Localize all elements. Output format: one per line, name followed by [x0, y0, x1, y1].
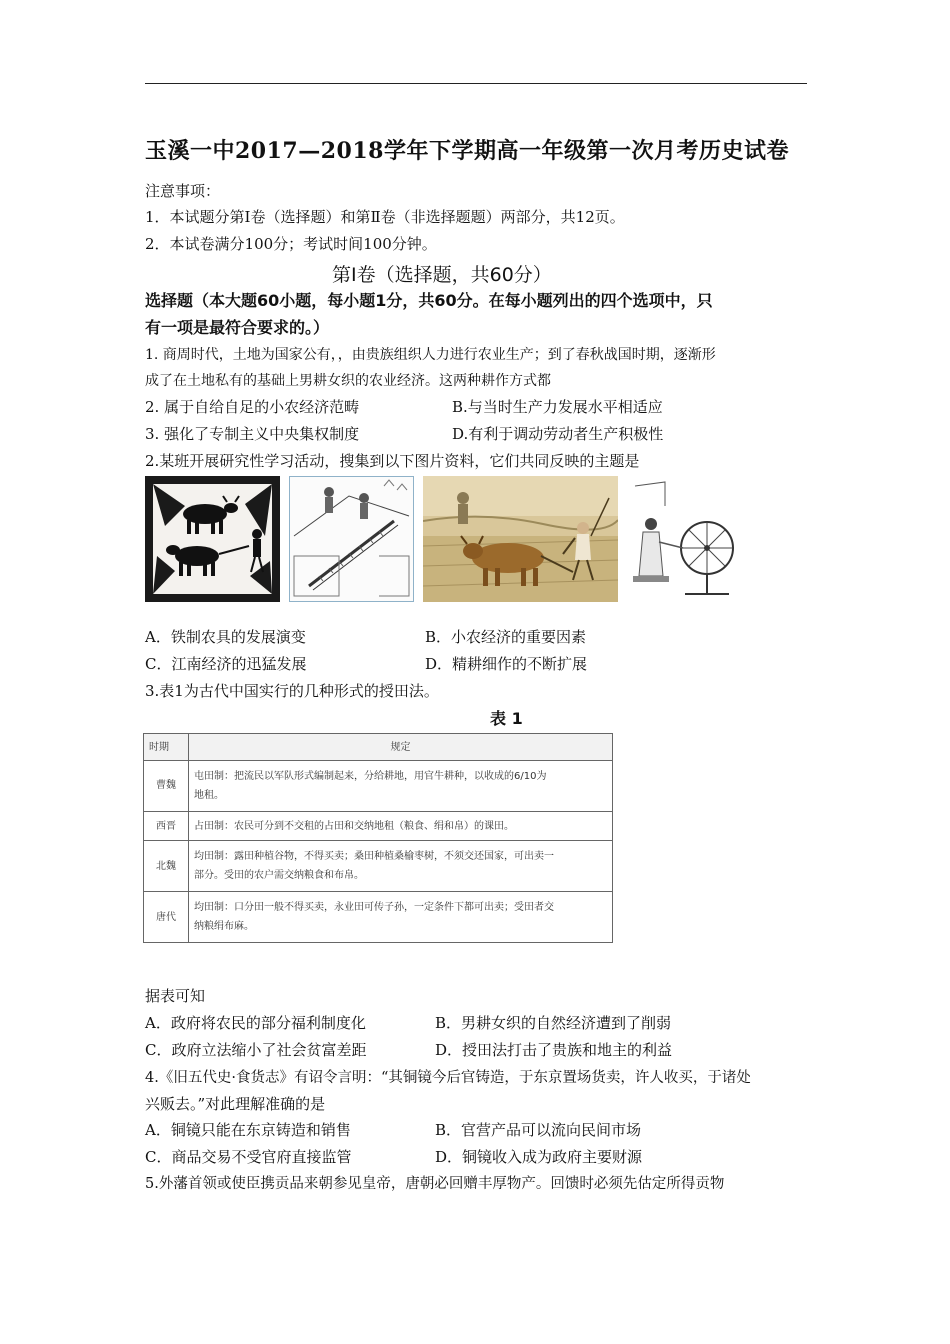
- q4-option-b: B．官营产品可以流向民间市场: [435, 1121, 642, 1139]
- q3-option-d: D．授田法打击了贵族和地主的利益: [435, 1041, 673, 1059]
- q3-stem: 3.表1为古代中国实行的几种形式的授田法。: [145, 682, 439, 700]
- table-cell-line: 均田制：露田种植谷物，不得买卖；桑田种植桑榆枣树，不须交还国家，可出卖一: [194, 851, 554, 863]
- table-row: [144, 892, 613, 943]
- q3-option-a: A．政府将农民的部分福利制度化: [145, 1014, 366, 1032]
- q3-lead: 据表可知: [145, 987, 206, 1005]
- notice-item: 2．本试卷满分100分；考试时间100分钟。: [145, 235, 437, 253]
- q4-option-a: A．铜镜只能在东京铸造和销售: [145, 1121, 351, 1139]
- table-header-row: [144, 734, 613, 761]
- instructions-line: 有一项是最符合要求的。）: [145, 318, 330, 337]
- table-row: [144, 811, 613, 840]
- table-cell-rule: [189, 761, 613, 812]
- exam-title: 玉溪一中2017—2018学年下学期高一年级第一次月考历史试卷: [145, 138, 789, 164]
- q1-stem-line: 1. 商周时代，土地为国家公有，，由贵族组织人力进行农业生产；到了春秋战国时期，逐渐形: [145, 347, 716, 363]
- woodcut-ox-plow-image: [145, 476, 280, 602]
- table-cell-rule: [189, 892, 613, 943]
- irrigation-drawing-image: [289, 476, 414, 602]
- table-cell-line: 部分。受田的农户需交纳粮食和布帛。: [194, 870, 364, 882]
- q5-stem: 5.外藩首领或使臣携贡品来朝参见皇帝，唐朝必回赠丰厚物产。回馈时必须先估定所得贡物: [145, 1176, 725, 1192]
- table-cell-line: 占田制：农民可分到不交租的占田和交纳地租（粮食、绢和帛）的课田。: [194, 820, 514, 832]
- table-cell-period: 北魏: [144, 841, 189, 892]
- q4-option-c: C．商品交易不受官府直接监管: [145, 1148, 352, 1166]
- q2-option-b: B．小农经济的重要因素: [425, 628, 587, 646]
- table-cell-rule: [189, 841, 613, 892]
- q4-option-d: D．铜镜收入成为政府主要财源: [435, 1148, 643, 1166]
- notice-heading: 注意事项：: [145, 182, 221, 200]
- table-cell-period: 西晋: [144, 811, 189, 840]
- table-cell-period: 曹魏: [144, 761, 189, 812]
- instructions-line: 选择题（本大题60小题，每小题1分，共60分。在每小题列出的四个选项中，只: [145, 291, 713, 310]
- spinning-wheel-image: [625, 476, 737, 602]
- q3-option-b: B．男耕女织的自然经济遭到了削弱: [435, 1014, 672, 1032]
- q1-option-d: D.有利于调动劳动者生产积极性: [452, 425, 664, 443]
- q1-option-b: B.与当时生产力发展水平相适应: [452, 398, 663, 416]
- header-rule: [145, 83, 807, 84]
- q2-stem: 2.某班开展研究性学习活动，搜集到以下图片资料，它们共同反映的主题是: [145, 452, 640, 470]
- table-header-rule: 规定: [189, 734, 613, 761]
- q2-option-a: A．铁制农具的发展演变: [145, 628, 306, 646]
- section-title: 第Ⅰ卷（选择题，共60分）: [332, 264, 552, 286]
- q1-option-a: 2. 属于自给自足的小农经济范畴: [145, 398, 360, 416]
- table-cell-rule: [189, 811, 613, 840]
- q1-option-c: 3. 强化了专制主义中央集权制度: [145, 425, 360, 443]
- q1-stem-line: 成了在土地私有的基础上男耕女织的农业经济。这两种耕作方式都: [145, 373, 551, 389]
- q4-stem-line: 4.《旧五代史·食货志》有诏令言明：“其铜镜今后官铸造，于东京置场货卖，许人收买，于诸处: [145, 1070, 751, 1086]
- table-cell-line: 地租。: [194, 789, 224, 801]
- table-row: [144, 841, 613, 892]
- q3-option-c: C．政府立法缩小了社会贫富差距: [145, 1041, 367, 1059]
- table-caption: 表 1: [490, 709, 523, 728]
- q2-option-d: D．精耕细作的不断扩展: [425, 655, 588, 673]
- table-cell-line: 纳粮绢布麻。: [194, 921, 254, 933]
- q4-stem-line: 兴贩去。”对此理解准确的是: [145, 1095, 326, 1113]
- ox-plowing-painting-image: [423, 476, 618, 602]
- table-header-period: 时期: [144, 734, 189, 761]
- table-cell-period: 唐代: [144, 892, 189, 943]
- land-grant-table: [143, 733, 613, 943]
- q2-option-c: C．江南经济的迅猛发展: [145, 655, 307, 673]
- table-cell-line: 屯田制：把流民以军队形式编制起来，分给耕地，用官牛耕种，以收成的6/10为: [194, 770, 547, 782]
- table-row: [144, 761, 613, 812]
- table-cell-line: 均田制：口分田一般不得买卖，永业田可传子孙，一定条件下都可出卖；受田者交: [194, 902, 554, 914]
- notice-item: 1．本试题分第Ⅰ卷（选择题）和第Ⅱ卷（非选择题题）两部分，共12页。: [145, 208, 625, 226]
